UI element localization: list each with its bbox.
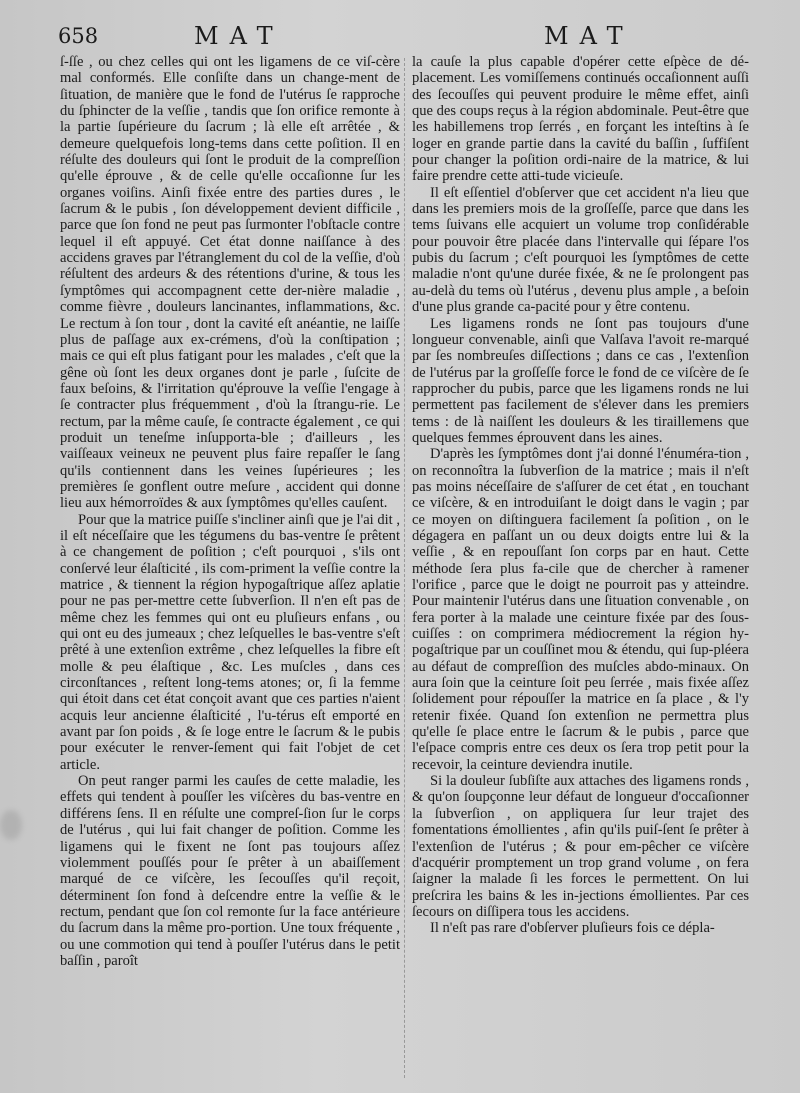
paragraph: ſ-ſſe , ou chez celles qui ont les ligamens de ce viſ-cère mal conformés. Elle conſiſte dans un change-ment de ſituation, de manière que le fond de l'utérus ſe rapproche du ſphincter de la veſſie , tandis que ſon orifice remonte à la partie ſupérieure du ſacrum ; là elle eſt arrêtée , & demeure quelquefois long-tems dans cette poſition. Il en réſulte des douleurs qui ſont le produit de la compreſſion qu'elle éprouve , & de celle qu'elle occaſionne ſur les organes voiſins. Ainſi fixée entre des parties dures , le ſacrum & le pubis , ſon développement devient difficile , parce que ſon fond ne peut pas ſurmonter l'obſtacle contre lequel il eſt appuyé. Cet état donne naiſſance à des accidens graves par l'étranglement du col de la veſſie, d'où réſultent des ardeurs & des rétentions d'urine, & tous les ſymptômes qui accompagnent cette der-nière maladie , comme fièvre , douleurs lancinantes, inflammations, &c. Le rectum à ſon tour , dont la cavité eſt anéantie, ne laiſſe plus de paſſage aux ex-crémens, d'où la conſtipation ; mais ce qui eſt plus fatigant pour les malades , c'eſt que la gêne où ſont les deux organes dont je parle , ſuſcite de faux beſoins, & l'irritation qu'éprouve la veſſie l'engage à ſe contracter plus fréquemment , d'où la ſtrangu-rie. Le rectum, par la même cauſe, ſe contracte également , ce qui produit un teneſme inſupporta-ble ; d'ailleurs , les vaiſſeaux veineux ne peuvent plus faire repaſſer le ſang qu'ils contiennent dans les veines ſupérieures ; les premières ſe gonflent outre meſure , accident qui donne lieu aux hémorroïdes & aux ſymptômes qu'elles cauſent. (60, 54, 400, 512)
paragraph: la cauſe la plus capable d'opérer cette eſpèce de dé-placement. Les vomiſſemens continués occaſionnent auſſi des ſecouſſes qui peuvent produire le même effet, ainſi que des coups reçus à la région abdominale. Peut-être que les habillemens trop ſerrés , en forçant les inteſtins à ſe loger en grande partie dans la cavité du baſſin , ſuffiſent pour changer la poſition ordi-naire de la matrice, & lui faire prendre cette atti-tude vicieuſe. (412, 54, 749, 185)
right-column (412, 54, 749, 937)
ink-smudge (0, 810, 22, 840)
paragraph: Si la douleur ſubſiſte aux attaches des ligamens ronds , & qu'on ſoupçonne leur défaut de longueur d'occaſionner la ſubverſion , on appliquera ſur leur trajet des fomentations émollientes , afin qu'ils puiſ-ſent ſe prêter à l'extenſion de l'utérus ; & pour em-pêcher ce viſcère d'acquérir promptement un trop grand volume , on fera ſaigner la malade ſi les forces le permettent. On lui preſcrira les bains & les in-jections émollientes. Par ces ſecours on diſſipera tous les accidens. (412, 773, 749, 920)
left-column (60, 54, 400, 969)
paragraph: On peut ranger parmi les cauſes de cette maladie, les effets qui tendent à pouſſer les viſcères du bas-ventre en différens ſens. Il en réſulte une compreſ-ſion ſur le corps de l'utérus , qui lui fait changer de poſition. Comme les ligamens qui le fixent ne ſont pas toujours aſſez violemment pouſſés pour ſe prêter à un abaiſſement marqué de ce viſcère, les ſecouſſes qu'il reçoit, déterminent ſon fond à deſcendre entre la veſſie & le rectum, pendant que ſon col remonte ſur la face antérieure du ſacrum dans la même pro-portion. Une toux fréquente , ou une commotion qui tend à pouſſer l'utérus dans le petit baſſin , paroît (60, 773, 400, 969)
paragraph: D'après les ſymptômes dont j'ai donné l'énuméra-tion , on reconnoîtra la ſubverſion de la matrice ; mais il n'eſt pas moins néceſſaire de s'aſſurer de cet état , en touchant ce viſcère, & en introduiſant le doigt dans le vagin ; par ce moyen on diſtinguera facilement ſa poſition , on le dégagera en paſſant un ou deux doigts entre lui & la veſſie , & en repouſſant ſon corps par en haut. Cette méthode ſera plus fa-cile que de chercher à ramener l'orifice , parce que le doigt ne pourroit pas y atteindre. Pour maintenir l'utérus dans une ſituation convenable , on fera porter à la malade une ceinture fixée par des ſous-cuiſſes : on comprimera médiocrement la région hy-pogaſtrique par un couſſinet mou & étendu, qui ſup-pléera au défaut de compreſſion des muſcles abdo-minaux. On aura ſoin que la ceinture ſoit peu ſerrée , mais fixée aſſez ſolidement pour répouſſer la matrice en ſa place , & l'y retenir fixée. Quand ſon extenſion ne permettra plus qu'elle ſe place entre le ſacrum & le pubis , parce que l'eſpace compris entre ces deux os ſera trop petit pour la recevoir, la ceinture deviendra inutile. (412, 446, 749, 773)
paragraph: Les ligamens ronds ne ſont pas toujours d'une longueur convenable, ainſi que Valſava l'avoit re-marqué par ſes nombreuſes diſſections ; dans ce cas , l'extenſion de l'utérus par la groſſeſſe force le fond de ce viſcère de ſe rapprocher du pubis, parce que les ligamens ronds ne lui permettent pas facilement de s'élever dans les premiers tems : de là naiſſent les douleurs & les tiraillemens que quelques femmes éprouvent dans les aines. (412, 315, 749, 446)
running-head-right: MAT (544, 22, 634, 50)
paragraph: Il eſt eſſentiel d'obſerver que cet accident n'a lieu que dans les premiers mois de la groſſeſſe, parce que dans les tems ſuivans elle acquiert un volume trop conſidérable pour pouvoir être placée dans l'intervalle qui ſépare l'os pubis du ſacrum ; c'eſt pourquoi les ſymptômes de cette maladie n'ont qu'une durée fixée, & ne ſe prolongent pas au-delà du tems où l'utérus , devenu plus ample , a beſoin d'une plus grande ca-pacité pour y être contenu. (412, 184, 749, 316)
page-number: 658 (58, 24, 99, 48)
running-head-left: MAT (194, 22, 284, 50)
paragraph: Pour que la matrice puiſſe s'incliner ainſi que je l'ai dit , il eſt néceſſaire que les tégumens du bas-ventre ſe prêtent à ce changement de poſition ; c'eſt pourquoi , s'ils ont conſervé leur élaſticité , ils com-priment la veſſie contre la matrice , & tiennent la région hypogaſtrique aſſez aplatie pour ne pas per-mettre cette ſubverſion. Il n'en eſt pas de même chez les femmes qui ont eu pluſieurs enfans , ou qui ont eu des jumeaux ; chez leſquelles le bas-ventre s'eſt prêté à une extenſion extrême , chez leſquelles la fibre eſt molle & peu élaſtique , &c. Les muſcles , dans ces circonſtances , reſtent long-tems atones; or, ſi la femme qui étoit dans cet état conçoit avant que ces parties n'aient acquis leur ancienne élaſticité , l'u-térus eſt emporté en avant par ſon poids , & ſe loge entre le ſacrum & le pubis pour exécuter le renver-ſement qui fait l'objet de cet article. (60, 511, 400, 773)
paragraph: Il n'eſt pas rare d'obſerver pluſieurs fois ce dépla- (430, 920, 715, 937)
page-header (58, 24, 770, 54)
column-divider (404, 58, 405, 1078)
